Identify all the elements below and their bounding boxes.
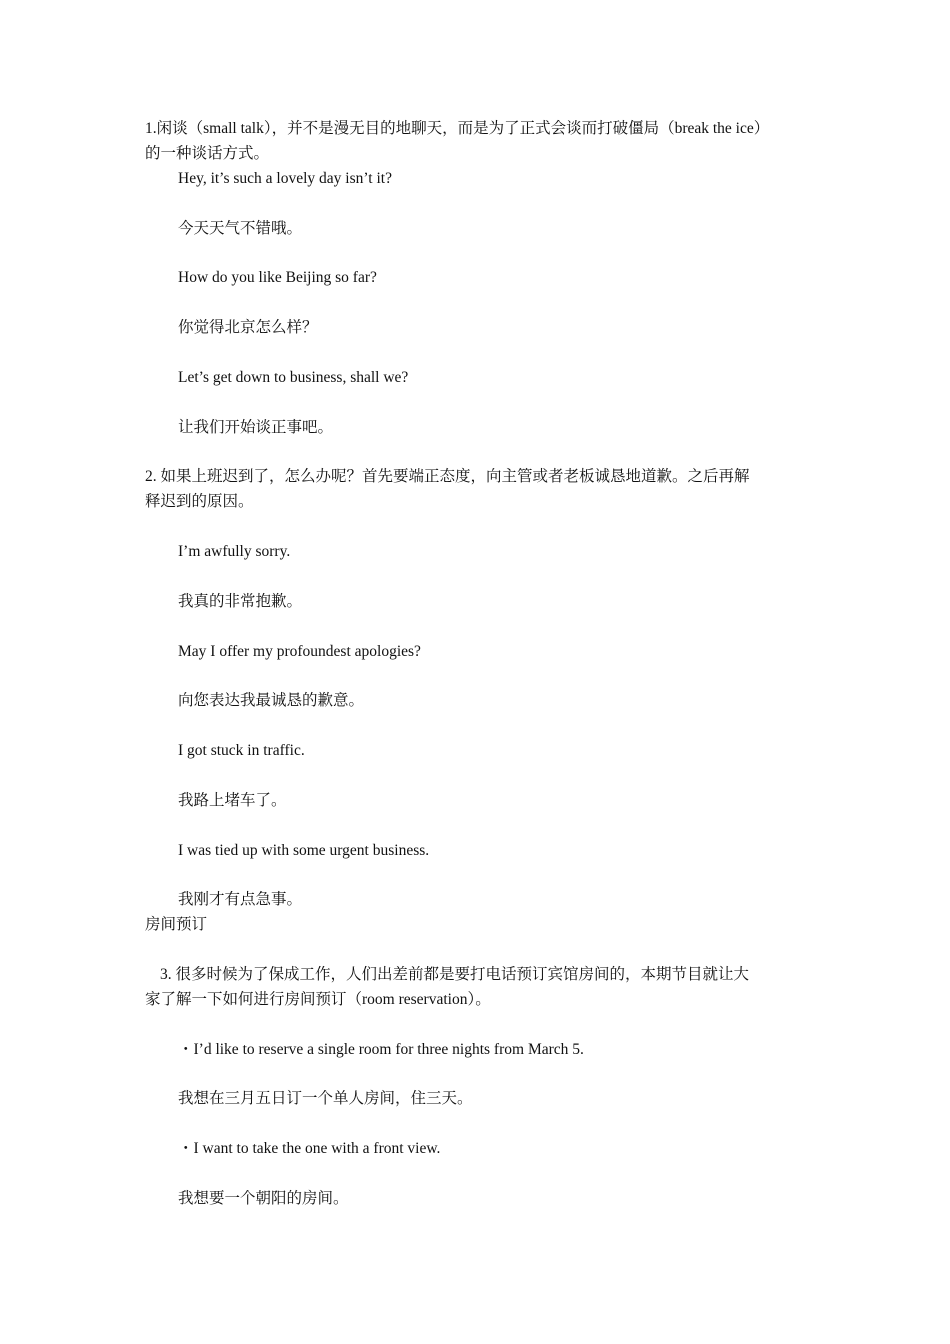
phrase-english: ・I’d like to reserve a single room for three nights from March 5. xyxy=(178,1041,584,1058)
section3-intro-line1: 3. 很多时候为了保成工作，人们出差前都是要打电话预订宾馆房间的，本期节目就让大 xyxy=(160,966,750,983)
phrase-english: Hey, it’s such a lovely day isn’t it? xyxy=(178,170,392,187)
section-heading: 房间预订 xyxy=(145,916,208,933)
section1-intro-line1: 1.闲谈（small talk），并不是漫无目的地聊天，而是为了正式会谈而打破僵局（break the ice） xyxy=(145,120,770,137)
phrase-chinese: 向您表达我最诚恳的歉意。 xyxy=(178,692,365,709)
section2-intro-line2: 释迟到的原因。 xyxy=(145,493,254,510)
phrase-english: ・I want to take the one with a front view. xyxy=(178,1140,441,1157)
section1-intro-line2: 的一种谈话方式。 xyxy=(145,145,270,162)
phrase-chinese: 让我们开始谈正事吧。 xyxy=(178,419,334,436)
phrase-chinese: 我刚才有点急事。 xyxy=(178,891,303,908)
section3-intro-line2: 家了解一下如何进行房间预订（room reservation）。 xyxy=(145,991,491,1008)
phrase-english: How do you like Beijing so far? xyxy=(178,269,377,286)
phrase-chinese: 我想在三月五日订一个单人房间，住三天。 xyxy=(178,1090,473,1107)
phrase-english: I was tied up with some urgent business. xyxy=(178,842,430,859)
phrase-english: I got stuck in traffic. xyxy=(178,742,305,759)
phrase-chinese: 你觉得北京怎么样？ xyxy=(178,319,318,336)
phrase-chinese: 我路上堵车了。 xyxy=(178,792,287,809)
phrase-chinese: 我想要一个朝阳的房间。 xyxy=(178,1190,349,1207)
section2-intro-line1: 2. 如果上班迟到了，怎么办呢？首先要端正态度，向主管或者老板诚恳地道歉。之后再解 xyxy=(145,468,750,485)
phrase-english: May I offer my profoundest apologies? xyxy=(178,643,421,660)
phrase-english: I’m awfully sorry. xyxy=(178,543,291,560)
phrase-chinese: 今天天气不错哦。 xyxy=(178,220,303,237)
phrase-chinese: 我真的非常抱歉。 xyxy=(178,593,303,610)
phrase-english: Let’s get down to business, shall we? xyxy=(178,369,409,386)
